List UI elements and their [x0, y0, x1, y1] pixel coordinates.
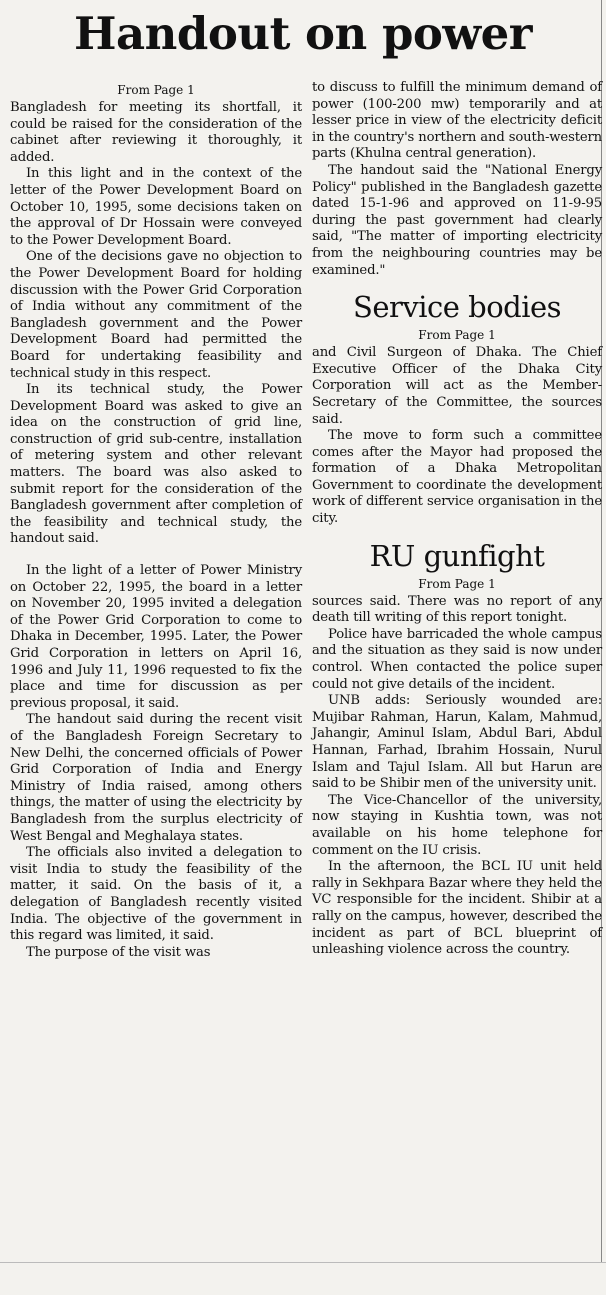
- power-paragraph: The officials also invited a delegation to visit India to study the feasibility of the matter, it said. On the basis of it, a delegation of Bangladesh recently visited India. The objective of the government in this regard was limited, it said.: [10, 845, 302, 944]
- ru-gunfight-headline: RU gunfight: [369, 538, 545, 573]
- power-paragraph: The handout said the "National Energy Policy" published in the Bangladesh gazette dated 15-1-96 and approved on 11-9-95 during the past government had clearly said, "The matter of importing electricity from the neighbouring countries may be examined.": [312, 162, 602, 278]
- power-paragraph: The handout said during the recent visit of the Bangladesh Foreign Secretary to New Delhi, the concerned officials of Power Grid Corporation of India and Energy Ministry of India raised, among others things, the matter of using the electricity by Bangladesh from the surplus electricity of West Bengal and Meghalaya states.: [10, 712, 302, 844]
- right-column: [312, 80, 602, 959]
- ru-paragraph: UNB adds: Seriously wounded are: Mujibar Rahman, Harun, Kalam, Mahmud, Jahangir, Aminul Islam, Abdul Bari, Abdul Hannan, Farhad, Ibrahim Hossain, Nurul Islam and Tajul Islam. All but Harun are said to be Shibir men of the university unit.: [312, 693, 602, 792]
- power-paragraph: In the light of a letter of Power Ministry on October 22, 1995, the board in a letter on November 20, 1995 invited a delegation of the Power Grid Corporation to come to Dhaka in December, 1995. Later, the Power Grid Corporation in letters on April 16, 1996 and July 11, 1996 requested to fix the place and time for discussion as per previous proposal, it said.: [10, 563, 302, 711]
- service-paragraph: and Civil Surgeon of Dhaka. The Chief Executive Officer of the Dhaka City Corporation will act as the Member-Secretary of the Committee, the sources said.: [312, 345, 602, 427]
- power-paragraph: In this light and in the context of the letter of the Power Development Board on October 10, 1995, some decisions taken on the approval of Dr Hossain were conveyed to the Power Development Board.: [10, 166, 302, 248]
- power-paragraph: The purpose of the visit was: [26, 944, 211, 960]
- power-paragraph: Bangladesh for meeting its shortfall, it could be raised for the consideration of the cabinet after reviewing it thoroughly, it added.: [10, 100, 302, 165]
- power-paragraph: In its technical study, the Power Development Board was asked to give an idea on the construction of grid line, construction of grid sub-centre, installation of metering system and other relevant matters. The board was also asked to submit report for the consideration of the Bangladesh government after completion of the feasibility and technical study, the handout said.: [10, 382, 302, 547]
- ru-paragraph: In the afternoon, the BCL IU unit held rally in Sekhpara Bazar where they held the VC responsible for the incident. Shibir at a rally on the campus, however, described the incident as part of BCL blueprint of unleashing violence across the country.: [312, 859, 602, 958]
- ru-paragraph: The Vice-Chancellor of the university, now staying in Kushtia town, was not available on his home telephone for comment on the IU crisis.: [312, 792, 602, 858]
- power-paragraph: One of the decisions gave no objection to the Power Development Board for holding discussion with the Power Grid Corporation of India without any commitment of the Bangladesh government and the Power Development Board had permitted the Board for undertaking feasibility and technical study in this respect.: [10, 249, 302, 381]
- ru-continuation-label: From Page 1: [418, 576, 496, 591]
- main-headline: Handout on power: [74, 7, 532, 60]
- power-paragraph: to discuss to fulfill the minimum demand of power (100-200 mw) temporarily and at lesser price in view of the electricity deficit in the country's northern and south-western parts (Khulna central generation).: [312, 80, 602, 162]
- ru-paragraph: sources said. There was no report of any death till writing of this report tonight.: [312, 593, 602, 626]
- ru-paragraph: Police have barricaded the whole campus and the situation as they said is now under control. When contacted the police super could not give details of the incident.: [312, 626, 602, 692]
- service-paragraph: The move to form such a committee comes after the Mayor had proposed the formation of a Dhaka Metropolitan Government to coordinate the development work of different service organisation in the city.: [312, 428, 602, 527]
- service-continuation-label: From Page 1: [418, 328, 496, 343]
- left-column: [10, 80, 302, 961]
- service-bodies-headline: Service bodies: [352, 290, 562, 325]
- bottom-edge-line: [0, 1262, 606, 1263]
- power-continuation-label: From Page 1: [117, 83, 195, 97]
